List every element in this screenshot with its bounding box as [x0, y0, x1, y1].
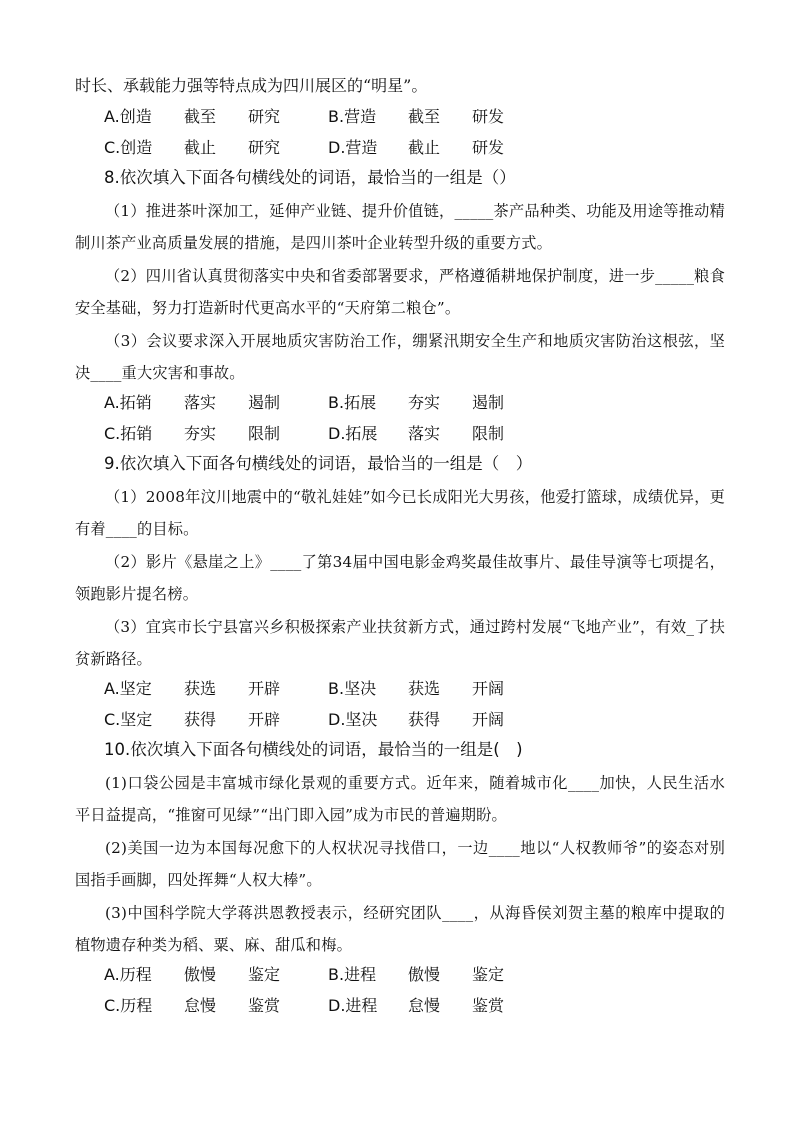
option-word: 鉴定 [472, 965, 505, 984]
option-word: 开辟 [248, 710, 281, 729]
option-d[interactable]: D.坚决 [328, 710, 378, 729]
question-10-options-row-1 [104, 960, 624, 990]
option-word: 限制 [472, 424, 505, 443]
option-word: 获得 [408, 710, 441, 729]
option-c[interactable]: C.坚定 [104, 710, 153, 729]
option-b[interactable]: B.坚决 [328, 679, 377, 698]
question-10-sentence-3: (3)中国科学院大学蒋洪恩教授表示，经研究团队____，从海昏侯刘贺主墓的粮库中提取的植物遗存种类为稻、粟、麻、甜瓜和梅。 [75, 904, 725, 954]
option-word: 研发 [472, 107, 505, 126]
question-8-options-row-1 [104, 388, 624, 418]
option-word: 遏制 [248, 393, 281, 412]
option-word: 怠慢 [408, 996, 441, 1015]
question-10-title: 10.依次填入下面各句横线处的词语，最恰当的一组是( ) [104, 740, 523, 759]
option-word: 开阔 [472, 710, 505, 729]
option-word: 傲慢 [408, 965, 441, 984]
option-word: 限制 [248, 424, 281, 443]
option-word: 截至 [184, 107, 217, 126]
option-word: 截至 [408, 107, 441, 126]
option-a[interactable]: A.拓销 [104, 393, 152, 412]
option-d[interactable]: D.拓展 [328, 424, 378, 443]
option-d[interactable]: D.营造 [328, 138, 378, 157]
option-word: 夯实 [184, 424, 217, 443]
option-b[interactable]: B.拓展 [328, 393, 377, 412]
question-10-options-row-2 [104, 991, 624, 1021]
option-word: 截止 [184, 138, 217, 157]
question-9-sentence-3: （3）宜宾市长宁县富兴乡积极探索产业扶贫新方式，通过跨村发展“飞地产业”，有效_了扶贫新路径。 [75, 618, 725, 668]
option-b[interactable]: B.营造 [328, 107, 377, 126]
question-10-sentence-1: (1)口袋公园是丰富城市绿化景观的重要方式。近年来，随着城市化____加快，人民生活水平日益提高，“推窗可见绿”“出门即入园”成为市民的普遍期盼。 [75, 774, 725, 824]
option-word: 落实 [408, 424, 441, 443]
option-a[interactable]: A.坚定 [104, 679, 152, 698]
question-8-sentence-2: （2）四川省认真贯彻落实中央和省委部署要求，严格遵循耕地保护制度，进一步_____粮食安全基础，努力打造新时代更高水平的“天府第二粮仓”。 [75, 267, 725, 317]
option-word: 鉴定 [248, 965, 281, 984]
option-word: 鉴赏 [472, 996, 505, 1015]
question-8-title: 8.依次填入下面各句横线处的词语，最恰当的一组是（） [104, 168, 516, 187]
question-9-sentence-1: （1）2008年汶川地震中的“敬礼娃娃”如今已长成阳光大男孩，他爱打篮球，成绩优异，更有着____的目标。 [75, 488, 725, 538]
question-8-sentence-3: （3）会议要求深入开展地质灾害防治工作，绷紧汛期安全生产和地质灾害防治这根弦，坚决____重大灾害和事故。 [75, 332, 725, 382]
option-word: 截止 [408, 138, 441, 157]
option-b[interactable]: B.进程 [328, 965, 377, 984]
option-word: 研究 [248, 107, 281, 126]
question-8-options-row-2 [104, 419, 624, 449]
option-word: 开辟 [248, 679, 281, 698]
question-7-options-row-1 [104, 102, 624, 132]
question-9-options-row-1 [104, 674, 624, 704]
option-c[interactable]: C.历程 [104, 996, 153, 1015]
option-word: 获选 [184, 679, 217, 698]
option-word: 开阔 [472, 679, 505, 698]
question-9-sentence-2: （2）影片《悬崖之上》____了第34届中国电影金鸡奖最佳故事片、最佳导演等七项提名，领跑影片提名榜。 [75, 553, 725, 603]
question-9-options-row-2 [104, 705, 624, 735]
option-word: 研究 [248, 138, 281, 157]
option-word: 研发 [472, 138, 505, 157]
option-a[interactable]: A.历程 [104, 965, 152, 984]
option-word: 获选 [408, 679, 441, 698]
option-word: 夯实 [408, 393, 441, 412]
option-d[interactable]: D.进程 [328, 996, 378, 1015]
option-word: 获得 [184, 710, 217, 729]
option-word: 傲慢 [184, 965, 217, 984]
question-7-tail: 时长、承载能力强等特点成为四川展区的“明星”。 [75, 76, 428, 95]
option-word: 鉴赏 [248, 996, 281, 1015]
option-word: 遏制 [472, 393, 505, 412]
question-7-options-row-2 [104, 133, 624, 163]
question-10-sentence-2: (2)美国一边为本国每况愈下的人权状况寻找借口，一边____地以“人权教师爷”的姿态对别国指手画脚，四处挥舞“人权大棒”。 [75, 839, 725, 889]
option-c[interactable]: C.创造 [104, 138, 153, 157]
option-word: 怠慢 [184, 996, 217, 1015]
question-9-title: 9.依次填入下面各句横线处的词语，最恰当的一组是（ ） [104, 454, 533, 473]
option-c[interactable]: C.拓销 [104, 424, 153, 443]
question-8-sentence-1: （1）推进茶叶深加工，延伸产业链、提升价值链，_____茶产品种类、功能及用途等推动精制川茶产业高质量发展的措施，是四川茶叶企业转型升级的重要方式。 [75, 202, 725, 252]
option-word: 落实 [184, 393, 217, 412]
option-a[interactable]: A.创造 [104, 107, 152, 126]
